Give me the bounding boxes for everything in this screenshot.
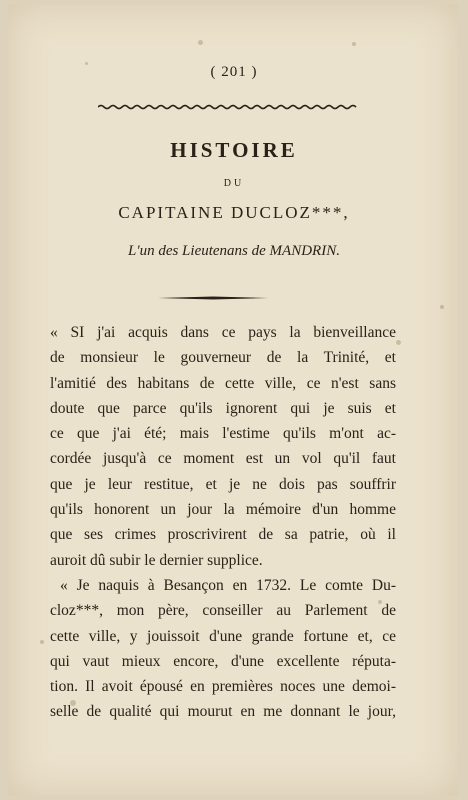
text-line: qu'ils honorent un jour la mémoire d'un homme [50,501,396,519]
foxing-spot [198,40,203,45]
text-line: cette ville, y jouissoit d'une grande fortune et, ce [50,627,396,645]
foxing-spot [440,305,444,309]
page-number: ( 201 ) [210,64,258,80]
foxing-spot [40,640,44,644]
subtitle-captain-name: CAPITAINE DUCLOZ***, [118,203,350,222]
foxing-spot [352,42,356,46]
text-line: auroit dû subir le dernier supplice. [50,551,263,569]
text-line: que je leur restitue, et je ne dois pas souffrir [50,475,396,493]
text-line: ce que j'ai été; mais l'estime qu'ils m'ont ac- [50,425,396,443]
chapter-title: HISTOIRE [170,138,298,162]
text-line: « SI j'ai acquis dans ce pays la bienveillance [50,324,396,341]
text-line: cloz***, mon père, conseiller au Parlement de [50,602,396,620]
text-line: cordée jusqu'à ce moment est un vol qu'il faut [50,450,396,468]
body-text [50,320,396,725]
section-rule [158,296,268,300]
subtitle-lieutenant: L'un des Lieutenans de MANDRIN. [128,243,340,259]
ornamental-rule [98,104,358,110]
text-line: que ses crimes proscrivirent de sa patrie, où il [50,526,396,544]
text-line: qui vaut mieux encore, d'une excellente réputa- [50,652,396,670]
text-line: selle de qualité qui mourut en me donnant le jour, [50,703,396,721]
text-line: doute que parce qu'ils ignorent qui je suis et [50,399,396,417]
text-line: « Je naquis à Besançon en 1732. Le comte Du- [60,576,396,594]
foxing-spot [396,340,401,345]
text-line: de monsieur le gouverneur de la Trinité, et [50,349,396,367]
text-line: l'amitié des habitans de cette ville, ce n'est sans [50,374,396,392]
subtitle-du: DU [223,178,245,189]
text-line: tion. Il avoit épousé en premières noces une demoi- [50,678,396,696]
